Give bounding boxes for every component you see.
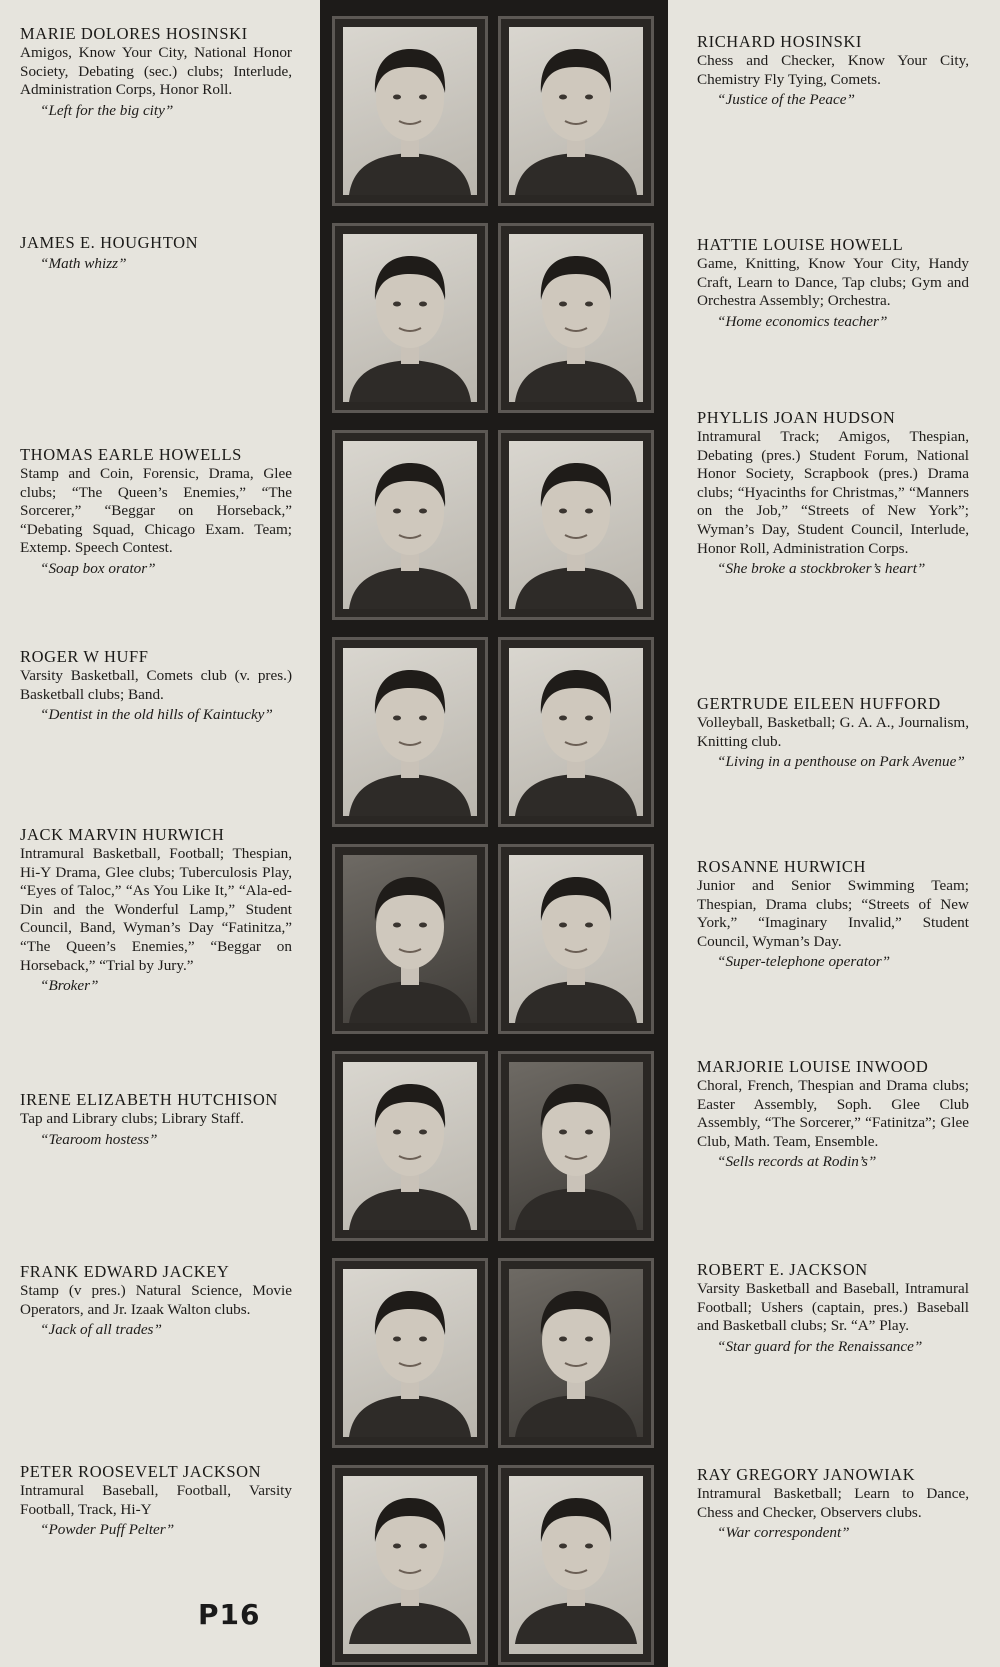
- student-name: ROBERT E. JACKSON: [697, 1260, 868, 1279]
- portrait-silhouette-icon: [509, 27, 643, 195]
- student-quote: “Dentist in the old hills of Kaintucky”: [40, 706, 273, 724]
- student-activities: Intramural Basketball, Football; Thespian, Hi-Y Drama, Glee clubs; Tuberculosis Play, “Eyes of Taloc,” “As You Like It,” “Ala-ed-Din and the Wonderful Lamp,” Student Council, Band, Wyman’s Day “Fatinitza,” “The Queen’s Enemies,” “Beggar on Horseback,” “Trial by Jury.”: [20, 845, 292, 974]
- student-name: JAMES E. HOUGHTON: [20, 233, 199, 252]
- student-name: MARJORIE LOUISE INWOOD: [697, 1057, 929, 1076]
- student-activities: Amigos, Know Your City, National Honor Society, Debating (sec.) clubs; Interlude, Administration Corps, Honor Roll.: [20, 44, 292, 99]
- student-name: JACK MARVIN HURWICH: [20, 825, 225, 844]
- student-name: PETER ROOSEVELT JACKSON: [20, 1462, 262, 1481]
- student-activities: Intramural Baseball, Football, Varsity Football, Track, Hi-Y: [20, 1482, 292, 1518]
- portrait-photo: [498, 1051, 654, 1241]
- student-activities: Varsity Basketball and Baseball, Intramural Football; Ushers (captain, pres.) Baseball and Basketball clubs; Sr. “A” Play.: [697, 1280, 969, 1335]
- right-entry-4: [697, 694, 969, 771]
- left-entry-6: [20, 1090, 292, 1149]
- student-quote: “Justice of the Peace”: [717, 91, 855, 109]
- student-activities: Choral, French, Thespian and Drama clubs; Easter Assembly, Soph. Glee Club Assembly, “The Sorcerer,” “Fatinitza”; Glee Club, Math. Team, Ensemble.: [697, 1077, 969, 1150]
- left-entry-3: [20, 445, 292, 578]
- student-name: FRANK EDWARD JACKEY: [20, 1262, 230, 1281]
- portrait-silhouette-icon: [343, 27, 477, 195]
- portrait-silhouette-icon: [343, 1062, 477, 1230]
- student-quote: “Jack of all trades”: [40, 1321, 162, 1339]
- portrait-silhouette-icon: [343, 855, 477, 1023]
- student-activities: Intramural Basketball; Learn to Dance, Chess and Checker, Observers clubs.: [697, 1485, 969, 1521]
- student-quote: “She broke a stockbroker’s heart”: [717, 560, 926, 578]
- portrait-photo: [332, 16, 488, 206]
- left-entry-2: [20, 233, 292, 273]
- portrait-photo: [498, 844, 654, 1034]
- student-activities: Chess and Checker, Know Your City, Chemistry Fly Tying, Comets.: [697, 52, 969, 88]
- student-activities: Varsity Basketball, Comets club (v. pres.) Basketball clubs; Band.: [20, 667, 292, 703]
- left-entry-1: [20, 24, 292, 120]
- portrait-photo: [498, 430, 654, 620]
- portrait-silhouette-icon: [343, 441, 477, 609]
- student-quote: “Tearoom hostess”: [40, 1130, 158, 1148]
- left-entry-8: [20, 1462, 292, 1539]
- right-entry-8: [697, 1465, 969, 1542]
- student-name: HATTIE LOUISE HOWELL: [697, 235, 904, 254]
- portrait-silhouette-icon: [509, 441, 643, 609]
- portrait-photo: [332, 637, 488, 827]
- portrait-silhouette-icon: [343, 1476, 477, 1644]
- left-entry-5: [20, 825, 292, 995]
- portrait-silhouette-icon: [509, 855, 643, 1023]
- portrait-silhouette-icon: [509, 234, 643, 402]
- student-name: RAY GREGORY JANOWIAK: [697, 1465, 916, 1484]
- student-name: RICHARD HOSINSKI: [697, 32, 862, 51]
- student-name: IRENE ELIZABETH HUTCHISON: [20, 1090, 278, 1109]
- student-quote: “Super-telephone operator”: [717, 953, 891, 971]
- student-quote: “Star guard for the Renaissance”: [717, 1337, 923, 1355]
- student-activities: Stamp and Coin, Forensic, Drama, Glee clubs; “The Queen’s Enemies,” “The Sorcerer,” “Beggar on Horseback,” “Debating Squad, Chicago Exam. Team; Extemp. Speech Contest.: [20, 465, 292, 557]
- portrait-silhouette-icon: [343, 234, 477, 402]
- student-activities: Volleyball, Basketball; G. A. A., Journalism, Knitting club.: [697, 714, 969, 750]
- student-quote: “Powder Puff Pelter”: [40, 1521, 175, 1539]
- portrait-photo: [332, 223, 488, 413]
- portrait-photo: [332, 844, 488, 1034]
- student-name: ROSANNE HURWICH: [697, 857, 866, 876]
- page-number: P16: [198, 1598, 261, 1631]
- student-quote: “Home economics teacher”: [717, 312, 888, 330]
- portrait-photo: [332, 1051, 488, 1241]
- student-name: THOMAS EARLE HOWELLS: [20, 445, 242, 464]
- left-entry-7: [20, 1262, 292, 1339]
- right-entry-7: [697, 1260, 969, 1356]
- portrait-photo: [332, 1258, 488, 1448]
- right-entry-2: [697, 235, 969, 331]
- student-quote: “Math whizz”: [40, 255, 127, 272]
- right-entry-1: [697, 32, 969, 109]
- student-name: GERTRUDE EILEEN HUFFORD: [697, 694, 941, 713]
- portrait-photo: [498, 223, 654, 413]
- portrait-photo: [498, 1258, 654, 1448]
- student-activities: Tap and Library clubs; Library Staff.: [20, 1110, 244, 1127]
- portrait-photo: [332, 430, 488, 620]
- right-entry-6: [697, 1057, 969, 1171]
- student-quote: “Left for the big city”: [40, 101, 174, 119]
- student-quote: “Broker”: [40, 977, 99, 995]
- portrait-silhouette-icon: [509, 648, 643, 816]
- portrait-silhouette-icon: [343, 1269, 477, 1437]
- portrait-photo: [332, 1465, 488, 1665]
- student-quote: “Sells records at Rodin’s”: [717, 1153, 877, 1171]
- student-quote: “Living in a penthouse on Park Avenue”: [717, 753, 965, 771]
- student-activities: Intramural Track; Amigos, Thespian, Debating (pres.) Student Forum, National Honor Society, Scrapbook (pres.) Drama clubs; “Hyacinths for Christmas,” “Manners on the Job,” “Streets of New York”; Wyman’s Day, Student Council, Interlude, Honor Roll, Administration Corps.: [697, 428, 969, 557]
- portrait-photo: [498, 16, 654, 206]
- student-activities: Stamp (v pres.) Natural Science, Movie Operators, and Jr. Izaak Walton clubs.: [20, 1282, 292, 1318]
- left-entry-4: [20, 647, 292, 724]
- student-quote: “War correspondent”: [717, 1524, 850, 1542]
- right-entry-5: [697, 857, 969, 971]
- student-activities: Game, Knitting, Know Your City, Handy Craft, Learn to Dance, Tap clubs; Gym and Orchestra Assembly; Orchestra.: [697, 255, 969, 310]
- portrait-photo: [498, 1465, 654, 1665]
- student-activities: Junior and Senior Swimming Team; Thespian, Drama clubs; “Streets of New York,” “Imaginary Invalid,” Student Council, Wyman’s Day.: [697, 877, 969, 950]
- portrait-photo: [498, 637, 654, 827]
- right-entry-3: [697, 408, 969, 578]
- portrait-silhouette-icon: [509, 1269, 643, 1437]
- student-name: ROGER W HUFF: [20, 647, 149, 666]
- portrait-silhouette-icon: [343, 648, 477, 816]
- student-quote: “Soap box orator”: [40, 559, 156, 577]
- portrait-silhouette-icon: [509, 1476, 643, 1644]
- student-name: PHYLLIS JOAN HUDSON: [697, 408, 896, 427]
- portrait-silhouette-icon: [509, 1062, 643, 1230]
- student-name: MARIE DOLORES HOSINSKI: [20, 24, 248, 43]
